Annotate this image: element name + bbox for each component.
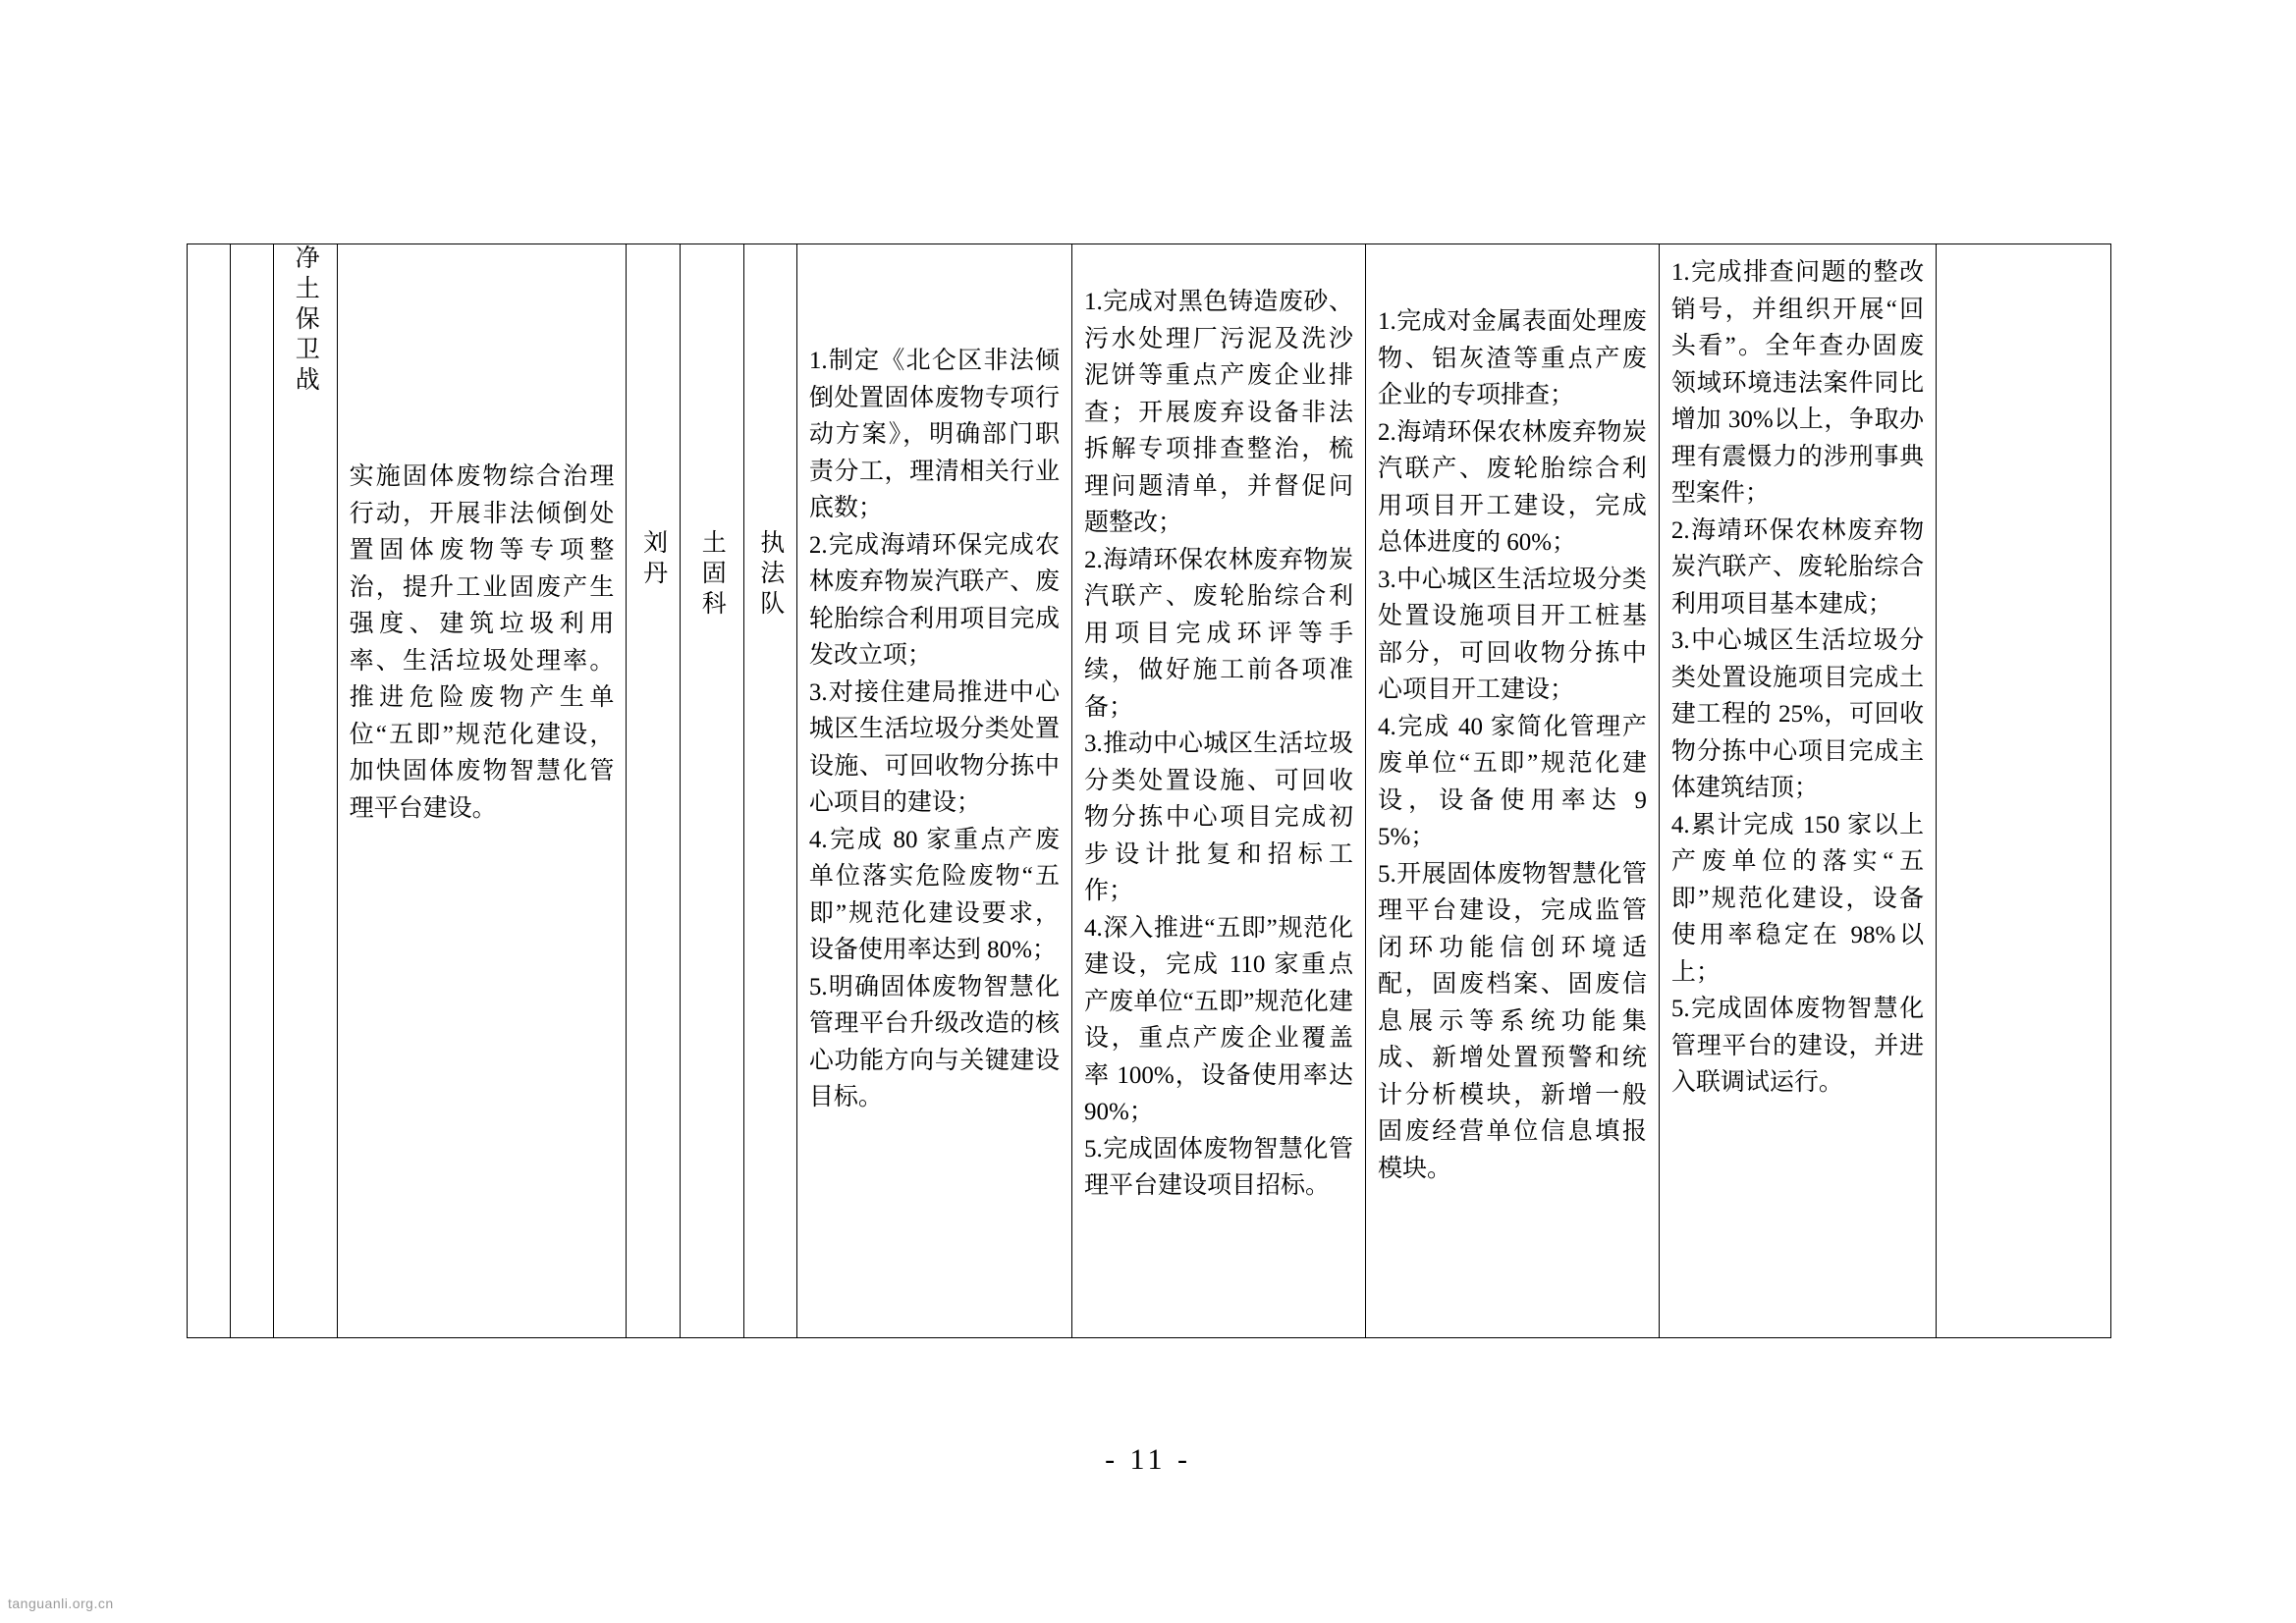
work-plan-table [187,243,2111,1338]
quarter-1-col-cell [796,244,1071,1338]
watermark: tanguanli.org.cn [8,1596,114,1611]
remark-col-cell [1937,244,2111,1338]
task-col-text: 实施固体废物综合治理行动，开展非法倾倒处置固体废物等专项整治，提升工业固废产生强度、建筑垃圾利用率、生活垃圾处理率。推进危险废物产生单位“五即”规范化建设，加快固体废物智慧化管理平台建设。 [349,463,615,822]
quarter-1-col-text: 1.制定《北仑区非法倾倒处置固体废物专项行动方案》，明确部门职责分工，理清相关行业底数； 2.完成海靖环保完成农林废弃物炭汽联产、废轮胎综合利用项目完成发改立项； 3.对接住建局推进中心城区生活垃圾分类处置设施、可回收物分拣中心项目的建设； 4.完成 80 家重点产废单位落实危险废物“五即”规范化建设要求，设备使用率达到 80%； 5.明确固体废物智慧化管理平台升级改造的核心功能方向与关键建设目标。 [808,348,1060,1110]
task-col-cell [337,244,627,1338]
seq-col-1-cell [188,244,231,1338]
quarter-3-col-cell [1365,244,1659,1338]
unit-col-text: 执法队 [756,529,784,621]
unit-col-cell [743,244,796,1338]
campaign-col-cell [273,244,337,1338]
quarter-4-col-cell [1659,244,1936,1338]
quarter-2-col-text: 1.完成对黑色铸造废砂、污水处理厂污泥及洗沙泥饼等重点产废企业排查；开展废弃设备非法拆解专项排查整治，梳理问题清单，并督促问题整改； 2.海靖环保农林废弃物炭汽联产、废轮胎综合利用项目完成环评等手续，做好施工前各项准备； 3.推动中心城区生活垃圾分类处置设施、可回收物分拣中心项目完成初步设计批复和招标工作； 4.深入推进“五即”规范化建设，完成 110 家重点产废单位“五即”规范化建设，重点产废企业覆盖率 100%，设备使用率达 90%； 5.完成固体废物智慧化管理平台建设项目招标。 [1083,289,1353,1199]
quarter-2-col-cell [1071,244,1365,1338]
department-col-text: 土固科 [698,529,726,621]
campaign-col-text: 净土保卫战 [292,244,319,397]
person-col-cell [627,244,680,1338]
person-col-text: 刘丹 [639,529,667,590]
quarter-4-col-text: 1.完成排查问题的整改销号，并组织开展“回头看”。全年查办固废领域环境违法案件同比增加 30%以上，争取办理有震慑力的涉刑事典型案件； 2.海靖环保农林废弃物炭汽联产、废轮胎综合利用项目基本建成； 3.中心城区生活垃圾分类处置设施项目完成土建工程的 25%，可回收物分拣中心项目完成主体建筑结顶； 4.累计完成 150 家以上产废单位的落实“五即”规范化建设，设备使用率稳定在 98%以上； 5.完成固体废物智慧化管理平台的建设，并进入联调试运行。 [1670,259,1925,1096]
table-row [188,244,2111,1338]
department-col-cell [680,244,743,1338]
quarter-3-col-text: 1.完成对金属表面处理废物、铝灰渣等重点产废企业的专项排查； 2.海靖环保农林废弃物炭汽联产、废轮胎综合利用项目开工建设，完成总体进度的 60%； 3.中心城区生活垃圾分类处置设施项目开工桩基部分，可回收物分拣中心项目开工建设； 4.完成 40 家简化管理产废单位“五即”规范化建设，设备使用率达 95%； 5.开展固体废物智慧化管理平台建设，完成监管闭环功能信创环境适配，固废档案、固废信息展示等系统功能集成、新增处置预警和统计分析模块，新增一般固废经营单位信息填报模块。 [1377,308,1647,1182]
page-number: - 11 - [1105,1443,1191,1476]
seq-col-2-cell [230,244,273,1338]
